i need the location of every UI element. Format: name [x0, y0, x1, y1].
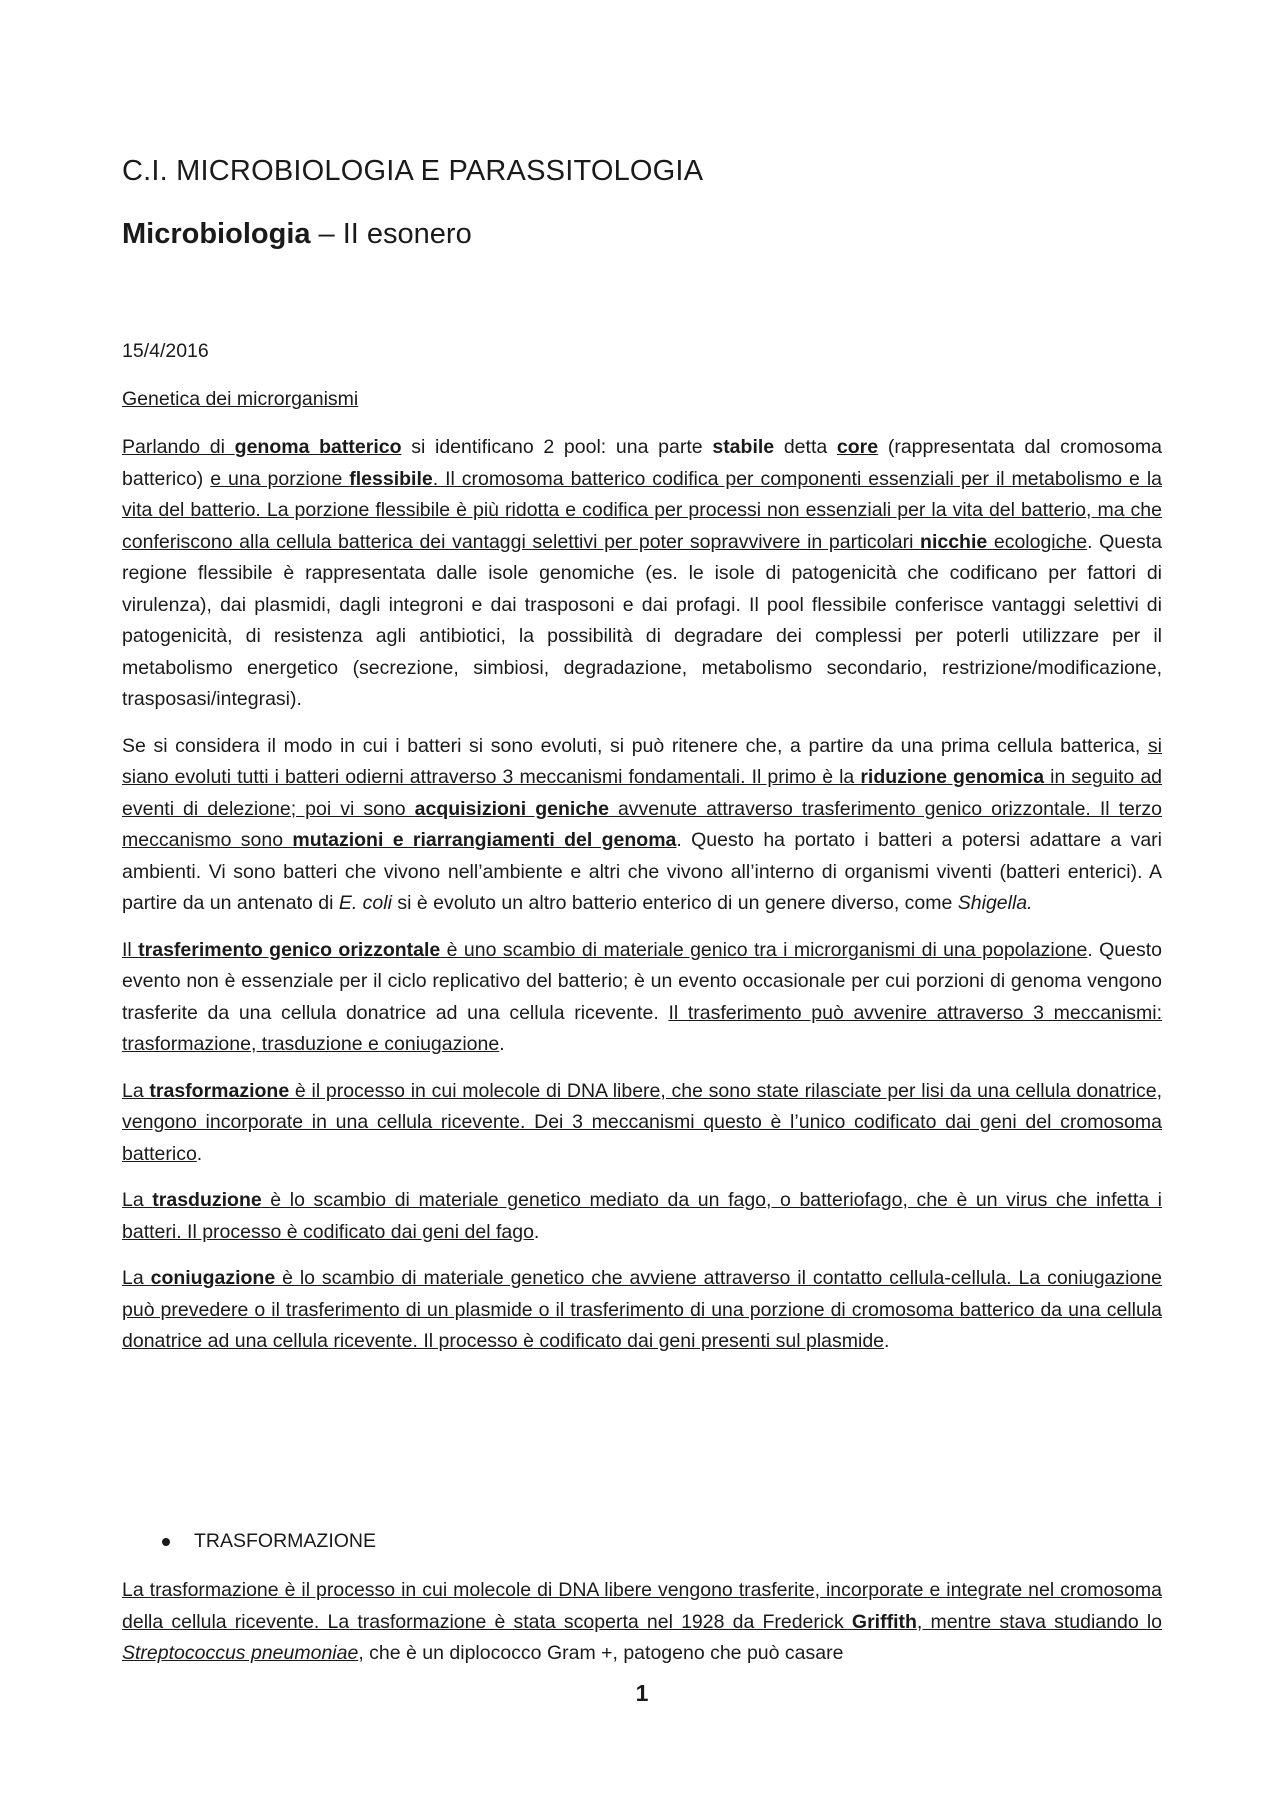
- bold-term: acquisizioni geniche: [414, 797, 609, 820]
- text-run: Il trasferimento può avvenire attraverso 3 meccanismi: trasformazione, trasduzione e coniugazione: [122, 1001, 1162, 1055]
- bold-term: flessibile: [349, 467, 433, 490]
- bold-term: trasformazione: [149, 1079, 290, 1102]
- text-run: Il: [122, 938, 139, 961]
- text-run: La: [122, 1267, 151, 1289]
- paragraph-transformation: [122, 1076, 1162, 1171]
- page-number: 1: [635, 1680, 649, 1706]
- text-run: si è evoluto un altro batterio enterico di un genere diverso, come: [391, 892, 958, 914]
- bullet-heading: TRASFORMAZIONE: [194, 1530, 377, 1552]
- course-title: C.I. MICROBIOLOGIA E PARASSITOLOGIA: [122, 155, 704, 187]
- paragraph-genome: [122, 432, 1162, 716]
- subject-name: Microbiologia: [122, 218, 311, 250]
- italic-term: Streptococcus pneumoniae: [122, 1642, 359, 1664]
- bullet-icon: [162, 1538, 170, 1546]
- text-run: . Questo ha portato i batteri a potersi adattare a vari ambienti. Vi sono batteri che vivono nell’ambiente e altri che vivono all’interno di organismi viventi (batteri enterici). A partire da un antenato di: [122, 829, 1162, 914]
- text-run: . Questa regione flessibile è rappresentata dalle isole genomiche (es. le isole di patogenicità che codificano per fattori di virulenza), dai plasmidi, dagli integroni e dai trasposoni e dai profagi. Il pool flessibile conferisce vantaggi selettivi di patogenicità, di resistenza agli antibiotici, la possibilità di degradare dei complessi per poterli utilizzare per il metabolismo energetico (secrezione, simbiosi, degradazione, metabolismo secondario, restrizione/modificazione, trasposasi/integrasi).: [122, 530, 1162, 710]
- bold-term: genoma batterico: [234, 436, 402, 458]
- text-run: è uno scambio di materiale genico tra i microrganismi di una popolazione: [440, 938, 1088, 961]
- paragraph-transformation-detail: [122, 1575, 1162, 1670]
- text-run: , mentre stava studiando lo: [916, 1610, 1163, 1633]
- text-run: (rappresentata dal cromosoma batterico): [122, 436, 1162, 490]
- bold-term: Griffith: [851, 1610, 917, 1633]
- text-run: è lo scambio di materiale genetico mediato da un fago, o batteriofago, che è un virus che infetta i batteri. Il processo è codificato dai geni del fago: [122, 1189, 1163, 1243]
- text-run: . Questo evento non è essenziale per il ciclo replicativo del batterio; è un evento occasionale per cui porzioni di genoma vengono trasferite da una cellula donatrice ad una cellula ricevente.: [122, 938, 1163, 1024]
- subtitle: [122, 218, 472, 251]
- text-run: si identificano 2 pool: una parte: [401, 436, 713, 458]
- text-run: è lo scambio di materiale genetico che avviene attraverso il contatto cellula-cellula. La coniugazione può prevedere o il trasferimento di un plasmide o il trasferimento di una porzione di cromosoma batterico da una cellula donatrice ad una cellula ricevente. Il processo è codificato dai geni presenti sul plasmide: [122, 1267, 1162, 1352]
- paragraph-transduction: [122, 1185, 1162, 1248]
- text-run: detta: [774, 436, 837, 458]
- text-run: Parlando di: [122, 436, 235, 458]
- paragraph-horizontal-transfer: [122, 935, 1162, 1061]
- text-run: .: [196, 1142, 203, 1165]
- text-run: . Il cromosoma batterico codifica per componenti essenziali per il metabolismo e la vita del batterio. La porzione flessibile è più ridotta e codifica per processi non essenziali per la vita del batterio, ma che conferiscono alla cellula batterica dei vantaggi selettivi per poter sopravvivere in particolari: [122, 467, 1162, 553]
- text-run: , che è un diplococco Gram +, patogeno che può casare: [358, 1642, 844, 1664]
- text-run: Se si considera il modo in cui i batteri si sono evoluti, si può ritenere che, a partire da una prima cellula batterica,: [122, 734, 1148, 757]
- text-run: .: [499, 1033, 505, 1055]
- text-run: La: [122, 1079, 150, 1102]
- paragraph-evolution: [122, 731, 1162, 920]
- text-run: La: [122, 1189, 153, 1211]
- text-run: .: [533, 1220, 540, 1243]
- italic-term: E. coli: [338, 892, 392, 914]
- bullet-item: [162, 1530, 376, 1553]
- text-run: in seguito ad eventi di delezione; poi vi sono: [122, 766, 1163, 820]
- bold-term: trasduzione: [152, 1189, 262, 1211]
- text-run: La trasformazione è il processo in cui molecole di DNA libere vengono trasferite, incorporate e integrate nel cromosoma della cellula ricevente. La trasformazione è stata scoperta nel 1928 da Frederick: [122, 1579, 1162, 1633]
- text-run: .: [884, 1330, 890, 1352]
- bold-term: coniugazione: [150, 1267, 276, 1289]
- bold-term: trasferimento genico orizzontale: [138, 938, 441, 961]
- text-run: si siano evoluti tutti i batteri odierni attraverso 3 meccanismi fondamentali. Il primo è la: [122, 734, 1162, 788]
- text-run: è il processo in cui molecole di DNA libere, che sono state rilasciate per lisi da una cellula donatrice, vengono incorporate in una cellula ricevente. Dei 3 meccanismi questo è l’unico codificato dai geni del cromosoma batterico: [122, 1079, 1162, 1165]
- section-heading: Genetica dei microrganismi: [122, 388, 359, 410]
- lecture-date: 15/4/2016: [122, 340, 209, 362]
- bold-term: mutazioni e riarrangiamenti del genoma: [292, 829, 677, 851]
- bold-term: riduzione genomica: [860, 766, 1045, 788]
- body-text: [122, 432, 1162, 1373]
- paragraph-conjugation: [122, 1263, 1162, 1358]
- bold-term: nicchie: [920, 530, 988, 553]
- text-run: avvenute attraverso trasferimento genico orizzontale. Il terzo meccanismo sono: [122, 797, 1162, 851]
- text-run: e una porzione: [210, 467, 350, 490]
- bold-term: core: [836, 436, 879, 458]
- subject-suffix: – II esonero: [310, 218, 472, 250]
- italic-term: Shigella.: [957, 892, 1033, 914]
- text-run: ecologiche: [987, 530, 1088, 553]
- bold-term: stabile: [712, 436, 775, 458]
